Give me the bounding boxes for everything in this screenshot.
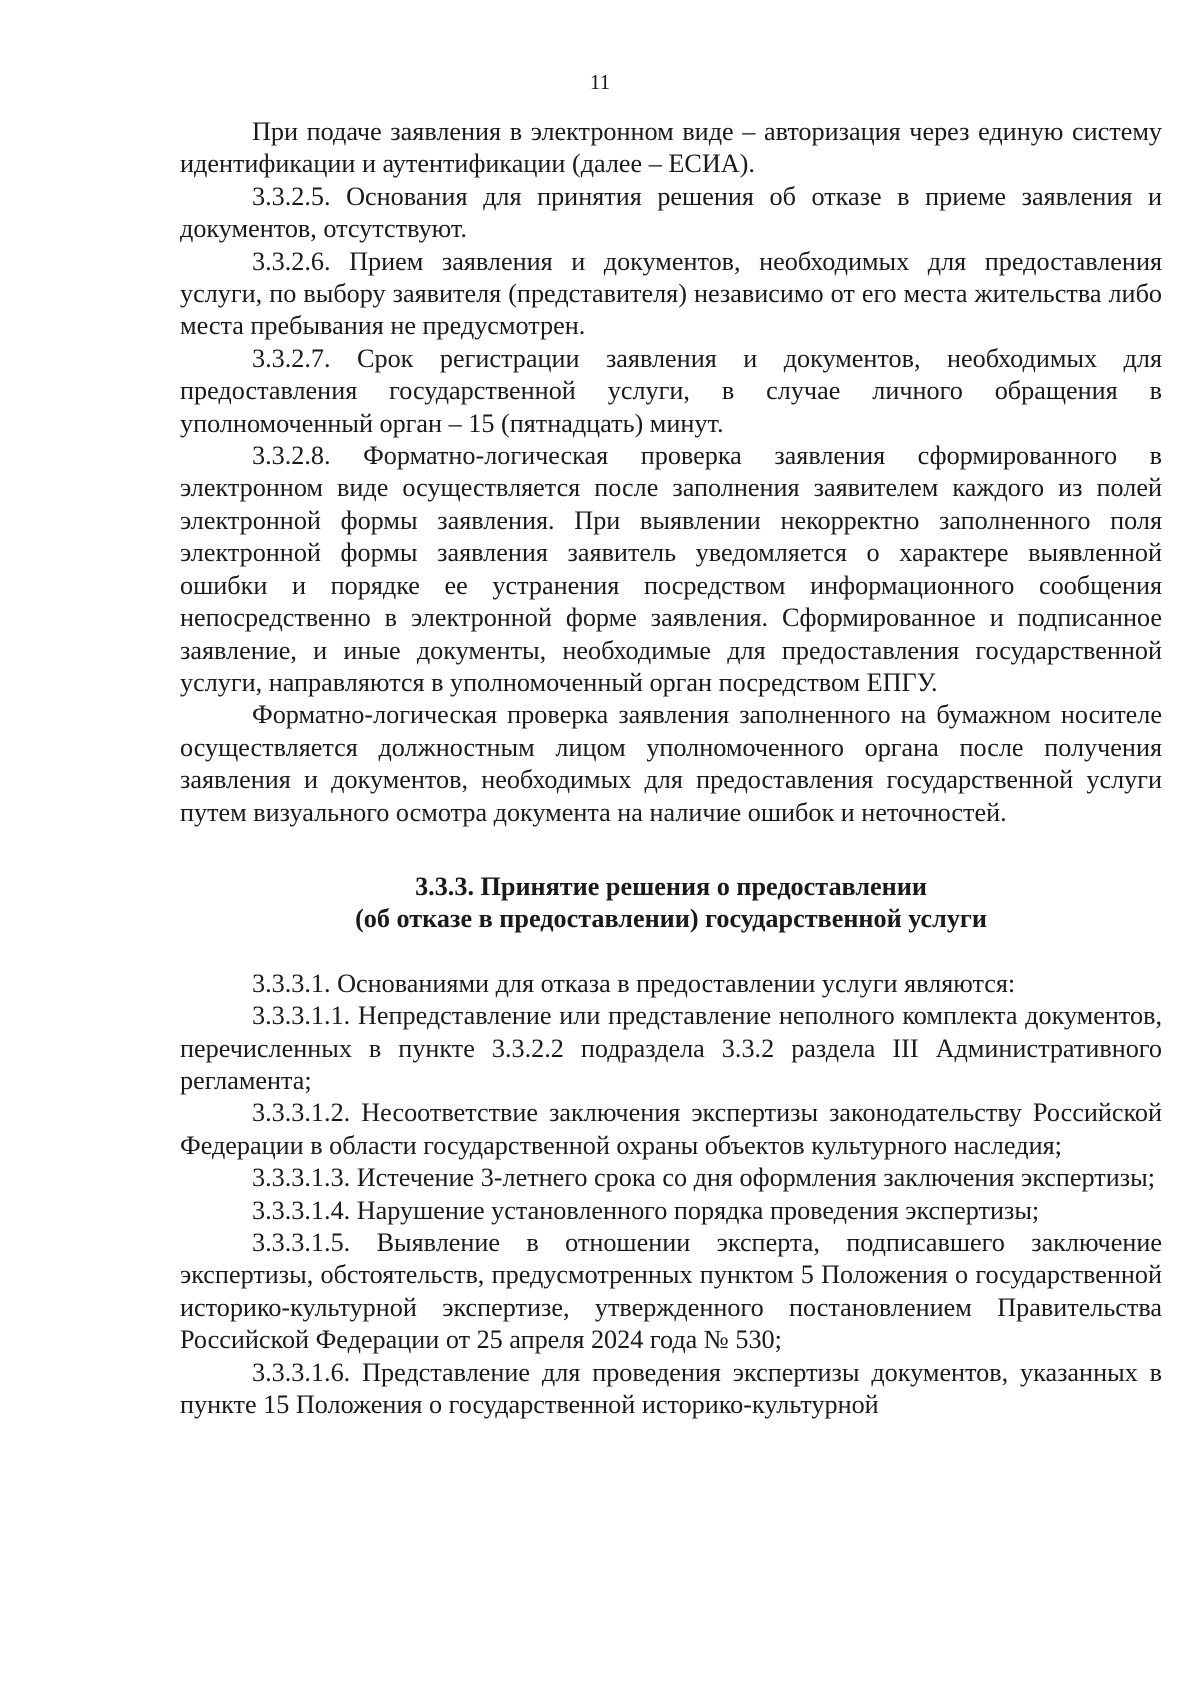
- paragraph-3-3-2-6: 3.3.2.6. Прием заявления и документов, необходимых для предоставления услуги, по выбору заявителя (представителя) независимо от его места жительства либо места пребывания не предусмотрен.: [180, 246, 1162, 341]
- paragraph-3-3-3-1-5: 3.3.3.1.5. Выявление в отношении эксперта, подписавшего заключение экспертизы, обстоятельств, предусмотренных пунктом 5 Положения о государственной историко-культурной экспертизе, утвержденного постановлением Правительства Российской Федерации от 25 апреля 2024 года № 530;: [180, 1228, 1162, 1355]
- paragraph-3-3-2-8: 3.3.2.8. Форматно-логическая проверка заявления сформированного в электронном виде осуществляется после заполнения заявителем каждого из полей электронной формы заявления. При выявлении некорректно заполненного поля электронной формы заявления заявитель уведомляется о характере выявленной ошибки и порядке ее устранения посредством информационного сообщения непосредственно в электронной форме заявления. Сформированное и подписанное заявление, и иные документы, необходимые для предоставления государственной услуги, направляются в уполномоченный орган посредством ЕПГУ.: [180, 441, 1162, 697]
- section-heading-line-2: (об отказе в предоставлении) государственной услуги: [355, 904, 987, 934]
- paragraph-3-3-3-1: 3.3.3.1. Основаниями для отказа в предоставлении услуги являются:: [252, 968, 1016, 998]
- paragraph-3-3-2-5: 3.3.2.5. Основания для принятия решения об отказе в приеме заявления и документов, отсутствуют.: [180, 181, 1162, 244]
- section-heading-3-3-3: [180, 871, 1162, 936]
- paragraph-esia-authorization: При подаче заявления в электронном виде – авторизация через единую систему идентификации и аутентификации (далее – ЕСИА).: [180, 117, 1162, 179]
- paragraph-3-3-3-1-1: 3.3.3.1.1. Непредставление или представление неполного комплекта документов, перечисленных в пункте 3.3.2.2 подраздела 3.3.2 раздела III Административного регламента;: [180, 1001, 1162, 1095]
- paragraph-3-3-3-1-4: 3.3.3.1.4. Нарушение установленного порядка проведения экспертизы;: [252, 1195, 1040, 1225]
- paragraph-3-3-3-1-3: 3.3.3.1.3. Истечение 3-летнего срока со дня оформления заключения экспертизы;: [252, 1163, 1155, 1193]
- paragraph-3-3-3-1-6: 3.3.3.1.6. Представление для проведения экспертизы документов, указанных в пункте 15 Положения о государственной историко-культурной: [180, 1357, 1162, 1420]
- section-heading-line-1: 3.3.3. Принятие решения о предоставлении: [415, 871, 927, 901]
- document-body: [180, 116, 1162, 1421]
- paragraph-3-3-3-1-2: 3.3.3.1.2. Несоответствие заключения экспертизы законодательству Российской Федерации в области государственной охраны объектов культурного наследия;: [180, 1098, 1162, 1160]
- page-number: 11: [589, 70, 611, 94]
- paragraph-paper-check: Форматно-логическая проверка заявления заполненного на бумажном носителе осуществляется должностным лицом уполномоченного органа после получения заявления и документов, необходимых для предоставления государственной услуги путем визуального осмотра документа на наличие ошибок и неточностей.: [180, 700, 1162, 827]
- paragraph-3-3-2-7: 3.3.2.7. Срок регистрации заявления и документов, необходимых для предоставления государственной услуги, в случае личного обращения в уполномоченный орган – 15 (пятнадцать) минут.: [180, 343, 1162, 438]
